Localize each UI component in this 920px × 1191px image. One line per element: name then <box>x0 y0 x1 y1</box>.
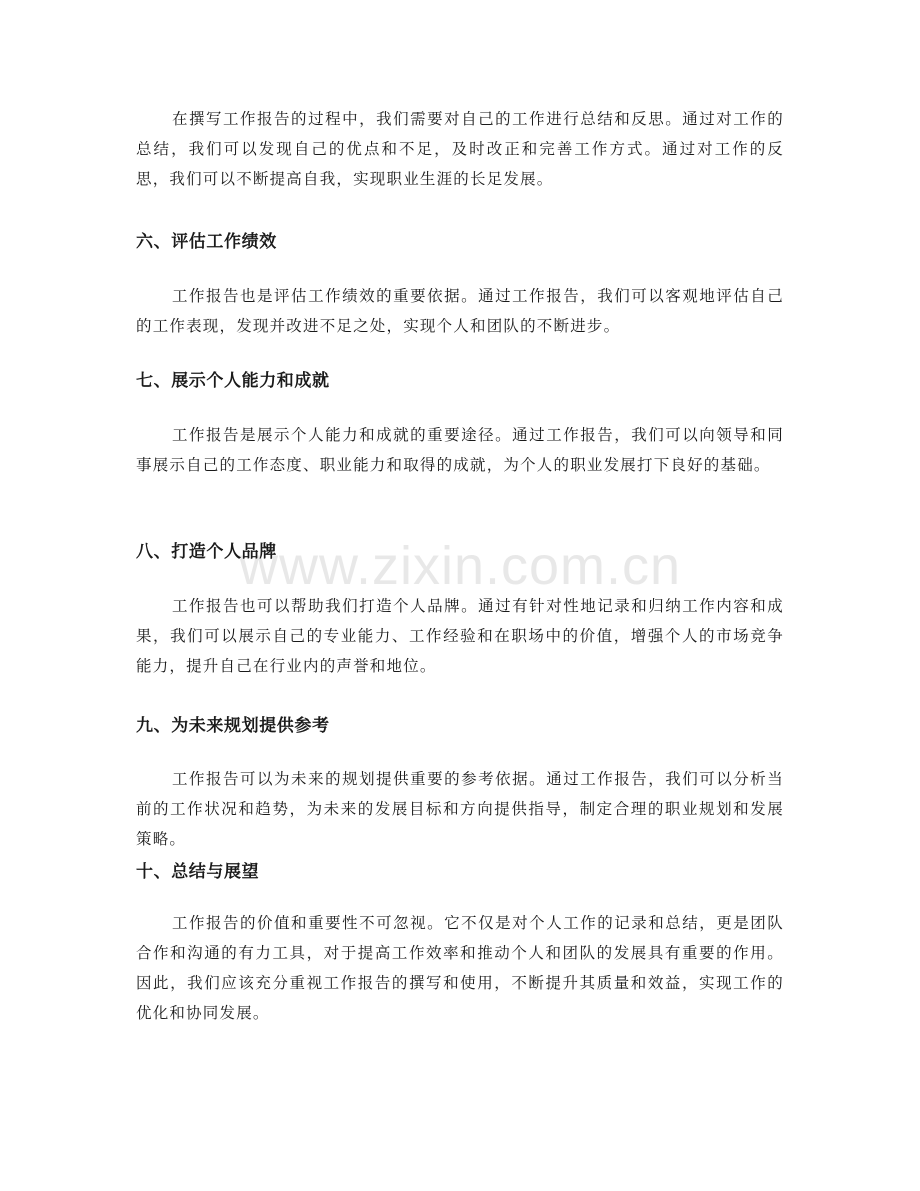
section-heading-10: 十、总结与展望 <box>136 862 260 882</box>
section-heading-6: 六、评估工作绩效 <box>136 232 277 252</box>
intro-paragraph: 在撰写工作报告的过程中，我们需要对自己的工作进行总结和反思。通过对工作的总结，我们可以发现自己的优点和不足，及时改正和完善工作方式。通过对工作的反思，我们可以不断提高自我，实现职业生涯的长足发展。 <box>136 110 784 188</box>
section-paragraph-10: 工作报告的价值和重要性不可忽视。它不仅是对个人工作的记录和总结，更是团队合作和沟通的有力工具，对于提高工作效率和推动个人和团队的发展具有重要的作用。因此，我们应该充分重视工作报告的撰写和使用，不断提升其质量和效益，实现工作的优化和协同发展。 <box>136 914 784 1022</box>
section-paragraph-8: 工作报告也可以帮助我们打造个人品牌。通过有针对性地记录和归纳工作内容和成果，我们可以展示自己的专业能力、工作经验和在职场中的价值，增强个人的市场竞争能力，提升自己在行业内的声誉和地位。 <box>136 597 784 675</box>
section-paragraph-9: 工作报告可以为未来的规划提供重要的参考依据。通过工作报告，我们可以分析当前的工作状况和趋势，为未来的发展目标和方向提供指导，制定合理的职业规划和发展策略。 <box>136 770 784 848</box>
section-paragraph-6: 工作报告也是评估工作绩效的重要依据。通过工作报告，我们可以客观地评估自己的工作表现，发现并改进不足之处，实现个人和团队的不断进步。 <box>136 287 784 335</box>
section-heading-8: 八、打造个人品牌 <box>136 542 277 562</box>
watermark-text: www.zixin.com.cn <box>238 536 682 596</box>
section-heading-7: 七、展示个人能力和成就 <box>136 371 330 391</box>
section-paragraph-7: 工作报告是展示个人能力和成就的重要途径。通过工作报告，我们可以向领导和同事展示自己的工作态度、职业能力和取得的成就，为个人的职业发展打下良好的基础。 <box>136 426 784 474</box>
section-heading-9: 九、为未来规划提供参考 <box>136 716 330 736</box>
